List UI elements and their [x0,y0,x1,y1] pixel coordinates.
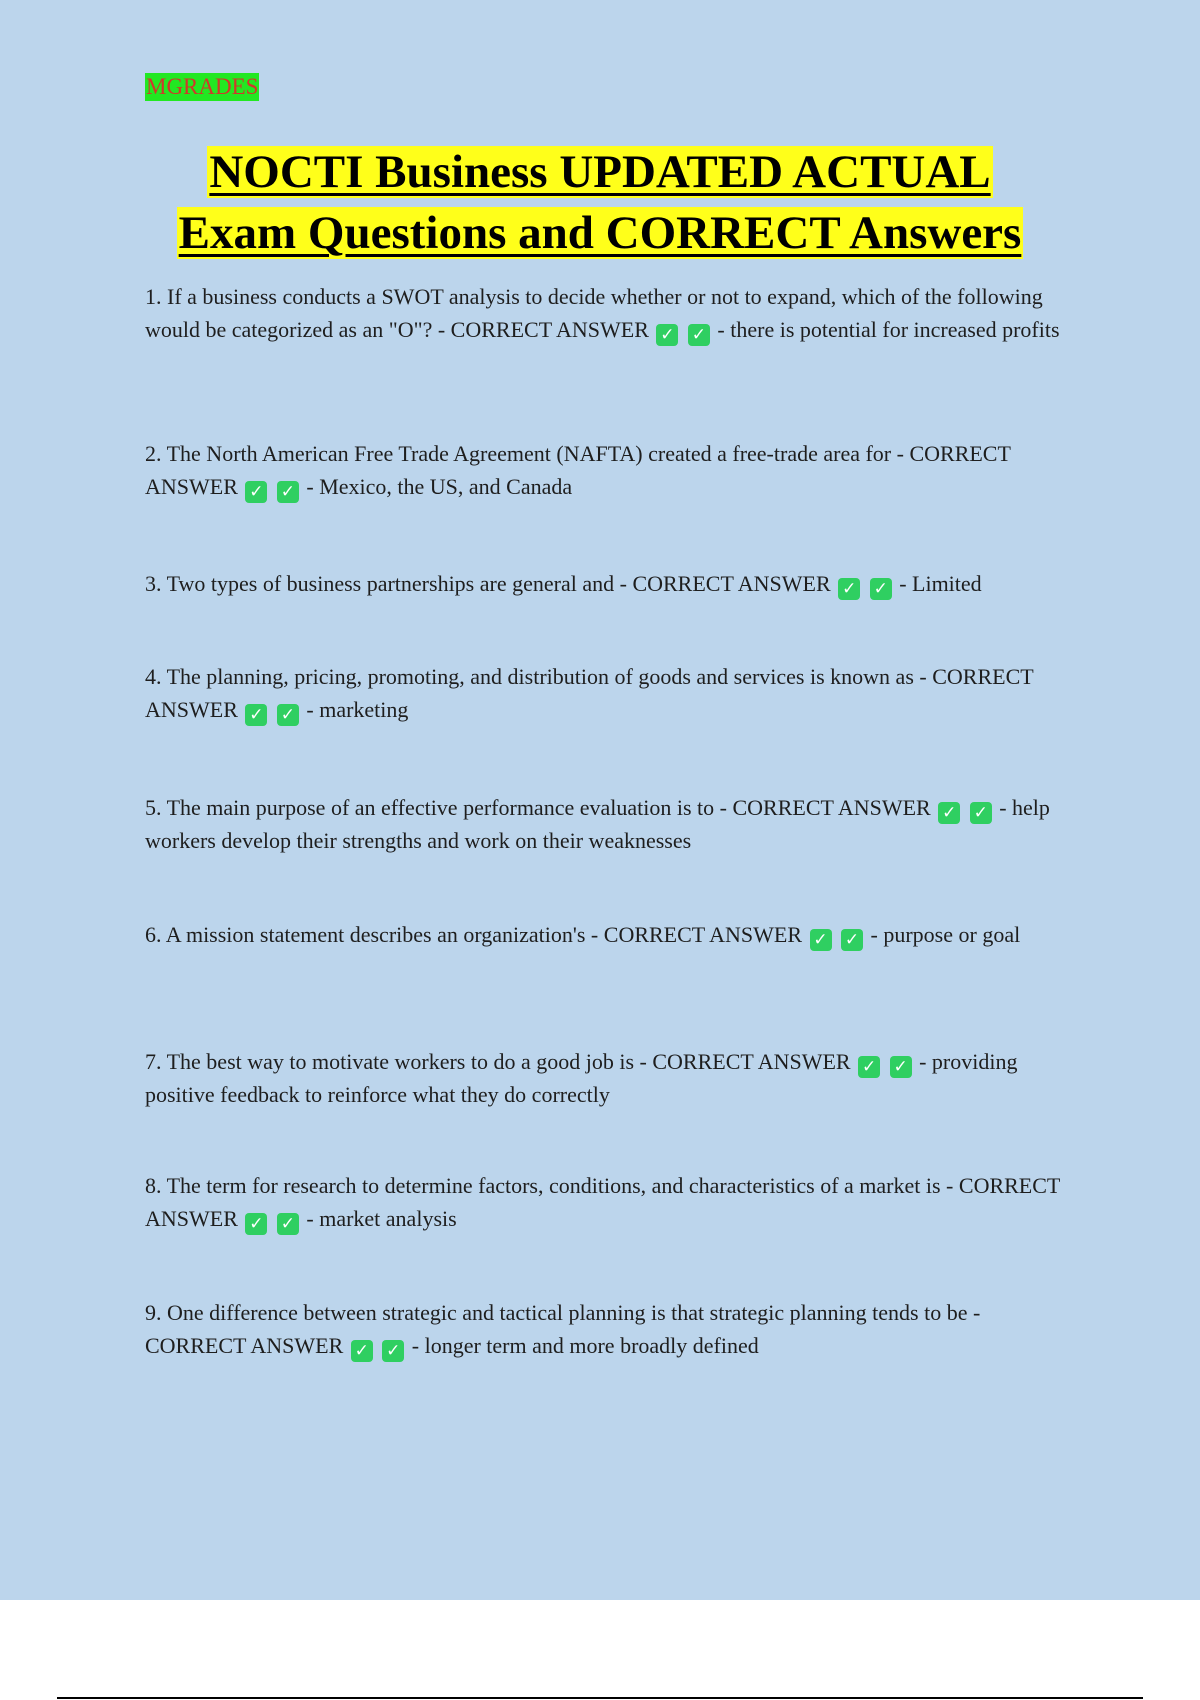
question-text: 4. The planning, pricing, promoting, and distribution of goods and services is known as - [145,664,927,689]
correct-answer-label: CORRECT ANSWER [145,441,1011,499]
answer-text: - Limited [899,571,982,596]
answer-text: - providing positive feedback to reinforce what they do correctly [145,1049,1018,1107]
check-mark-icon: ✓ [277,1213,299,1235]
correct-answer-label: CORRECT ANSWER [603,922,803,947]
title-line-1: NOCTI Business UPDATED ACTUAL [209,146,991,198]
question-text: 2. The North American Free Trade Agreement (NAFTA) created a free-trade area for - [145,441,904,466]
correct-answer-label: CORRECT ANSWER [145,1173,1060,1231]
check-mark-icon: ✓ [656,324,678,346]
qa-item-3 [145,567,1085,600]
question-text: 6. A mission statement describes an organization's - [145,922,599,947]
check-mark-icon: ✓ [841,929,863,951]
correct-answer-label: CORRECT ANSWER [652,1049,851,1074]
check-mark-icon: ✓ [245,704,267,726]
answer-text: - Mexico, the US, and Canada [306,474,573,499]
check-mark-icon: ✓ [858,1056,880,1078]
qa-item-6 [145,918,1085,951]
check-mark-icon: ✓ [245,1213,267,1235]
qa-item-2 [145,437,1085,503]
qa-item-4 [145,660,1085,726]
question-text: 7. The best way to motivate workers to do a good job is - [145,1049,647,1074]
answer-text: - marketing [306,697,409,722]
title-line-2: Exam Questions and CORRECT Answers [178,207,1022,259]
check-mark-icon: ✓ [277,704,299,726]
check-mark-icon: ✓ [890,1056,912,1078]
question-text: 5. The main purpose of an effective performance evaluation is to - [145,795,727,820]
answer-text: - longer term and more broadly defined [411,1333,759,1358]
question-text: 9. One difference between strategic and tactical planning is that strategic planning tends to be - [145,1300,981,1325]
answer-text: - help workers develop their strengths and work on their weaknesses [145,795,1050,853]
answer-text: - there is potential for increased profits [717,317,1060,342]
footer-divider [57,1697,1143,1699]
qa-item-1 [145,280,1085,346]
brand-label: MGRADES [146,74,259,99]
correct-answer-label: CORRECT ANSWER [732,795,931,820]
qa-item-7 [145,1045,1085,1111]
check-mark-icon: ✓ [810,929,832,951]
check-mark-icon: ✓ [938,802,960,824]
check-mark-icon: ✓ [688,324,710,346]
qa-item-8 [145,1169,1085,1235]
check-mark-icon: ✓ [382,1340,404,1362]
question-text: 8. The term for research to determine factors, conditions, and characteristics of a market is - [145,1173,954,1198]
document-title [0,142,1200,264]
check-mark-icon: ✓ [970,802,992,824]
correct-answer-label: CORRECT ANSWER [145,1333,344,1358]
qa-item-5 [145,791,1085,857]
check-mark-icon: ✓ [838,578,860,600]
question-text: 3. Two types of business partnerships are general and - [145,571,627,596]
correct-answer-label: CORRECT ANSWER [450,317,649,342]
check-mark-icon: ✓ [277,481,299,503]
question-text: 1. If a business conducts a SWOT analysis to decide whether or not to expand, which of the following would be categorized as an "O"? - [145,284,1043,342]
check-mark-icon: ✓ [351,1340,373,1362]
correct-answer-label: CORRECT ANSWER [632,571,831,596]
answer-text: - purpose or goal [870,922,1021,947]
check-mark-icon: ✓ [870,578,892,600]
check-mark-icon: ✓ [245,481,267,503]
answer-text: - market analysis [306,1206,457,1231]
qa-item-9 [145,1296,1085,1362]
correct-answer-label: CORRECT ANSWER [145,664,1034,722]
